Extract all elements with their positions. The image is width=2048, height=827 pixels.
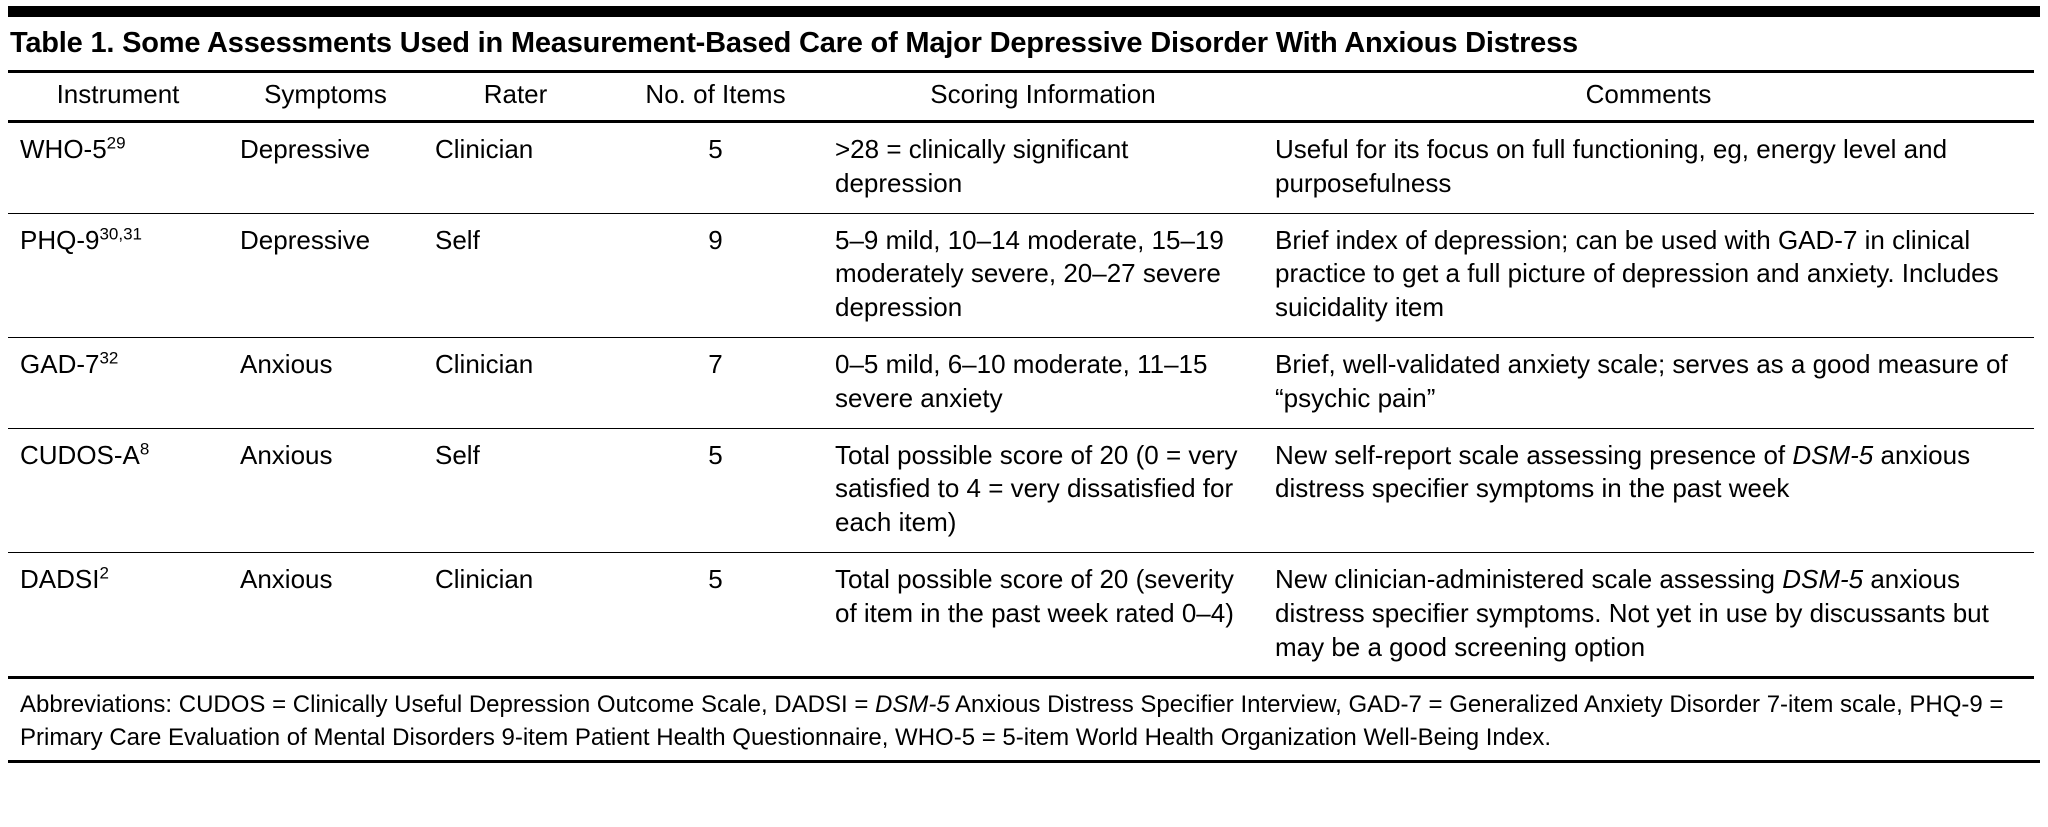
instrument-name: WHO-5: [20, 134, 107, 164]
page-title: Table 1. Some Assessments Used in Measurement-Based Care of Major Depressive Disorder With Anxious Distress: [10, 27, 1578, 59]
cell-no-of-items: 5: [608, 428, 823, 552]
column-header-scoring-information: Scoring Information: [930, 79, 1156, 109]
instrument-reference: 32: [99, 348, 119, 368]
table-row: [8, 122, 2034, 214]
cell-instrument: [8, 122, 228, 214]
top-rule: [8, 6, 2040, 17]
table-header-row: [8, 72, 2034, 122]
comments-text-post: anxious distress specifier symptoms. Not yet in use by discussants but may be a good screening option: [1275, 563, 1989, 662]
cell-scoring-information: Total possible score of 20 (0 = very satisfied to 4 = very dissatisfied for each item): [823, 428, 1263, 552]
table-page: [0, 6, 2048, 763]
cell-scoring-information: 5–9 mild, 10–14 moderate, 15–19 moderately severe, 20–27 severe depression: [823, 213, 1263, 337]
cell-no-of-items: 5: [608, 552, 823, 677]
column-header-comments: Comments: [1585, 79, 1712, 109]
table-body: [8, 122, 2034, 678]
cell-no-of-items: 7: [608, 337, 823, 428]
cell-instrument: [8, 337, 228, 428]
cell-scoring-information: 0–5 mild, 6–10 moderate, 11–15 severe anxiety: [823, 337, 1263, 428]
footnote-label: Abbreviations:: [20, 691, 173, 719]
instrument-reference: 30,31: [99, 223, 143, 243]
instrument-name: GAD-7: [20, 348, 100, 379]
table-row: [8, 552, 2034, 677]
cell-instrument: [8, 552, 228, 677]
cell-instrument: [8, 428, 228, 552]
instrument-reference: 8: [139, 438, 150, 458]
cell-scoring-information: >28 = clinically significant depression: [823, 122, 1263, 214]
column-header-instrument: Instrument: [56, 79, 180, 109]
cell-scoring-information: Total possible score of 20 (severity of item in the past week rated 0–4): [823, 552, 1263, 677]
instrument-reference: 29: [106, 133, 126, 153]
column-header-rater: Rater: [483, 79, 548, 109]
cell-comments: Useful for its focus on full functioning, eg, energy level and purposefulness: [1263, 122, 2034, 214]
comments-text-pre: New clinician-administered scale assessing: [1275, 563, 1783, 594]
cell-rater: Clinician: [423, 552, 608, 677]
instrument-name: PHQ-9: [20, 224, 100, 255]
cell-symptoms: Anxious: [228, 428, 423, 552]
instrument-reference: 2: [99, 563, 109, 583]
footnote-part1: CUDOS = Clinically Useful Depression Outcome Scale, DADSI =: [172, 691, 876, 719]
cell-rater: Clinician: [423, 122, 608, 214]
comments-text-pre: New self-report scale assessing presence of: [1275, 439, 1793, 470]
column-header-no-of-items: No. of Items: [645, 79, 786, 109]
footnote-part2: Anxious Distress Specifier Interview, GAD-7 = Generalized Anxiety Disorder 7-item scale, PHQ-9 = Primary Care Evaluation of Mental Disorders 9-item Patient Health Questionnaire, WHO-5 = 5-item World Health Organization Well-Being Index.: [20, 691, 2004, 751]
cell-comments: [1263, 428, 2034, 552]
table-row: [8, 337, 2034, 428]
cell-comments: [1263, 552, 2034, 677]
column-header-symptoms: Symptoms: [264, 79, 387, 109]
comments-text-post: anxious distress specifier symptoms in the past week: [1275, 439, 1971, 504]
cell-no-of-items: 9: [608, 213, 823, 337]
cell-rater: Clinician: [423, 337, 608, 428]
table-footnote: [8, 679, 2040, 763]
table-row: [8, 213, 2034, 337]
cell-instrument: [8, 213, 228, 337]
comments-text-italic: DSM-5: [1782, 563, 1864, 594]
cell-symptoms: Anxious: [228, 552, 423, 677]
instrument-name: DADSI: [20, 563, 100, 594]
cell-no-of-items: 5: [608, 122, 823, 214]
comments-text-italic: DSM-5: [1792, 439, 1874, 470]
cell-rater: Self: [423, 428, 608, 552]
instrument-name: CUDOS-A: [20, 439, 140, 470]
assessments-table: [8, 70, 2034, 679]
cell-comments: Brief, well-validated anxiety scale; serves as a good measure of “psychic pain”: [1263, 337, 2034, 428]
cell-symptoms: Depressive: [228, 213, 423, 337]
table-header: [8, 72, 2034, 122]
table-row: [8, 428, 2034, 552]
footnote-italic: DSM-5: [875, 691, 950, 719]
cell-comments: Brief index of depression; can be used with GAD-7 in clinical practice to get a full picture of depression and anxiety. Includes suicidality item: [1263, 213, 2034, 337]
cell-rater: Self: [423, 213, 608, 337]
cell-symptoms: Anxious: [228, 337, 423, 428]
cell-symptoms: Depressive: [228, 122, 423, 214]
